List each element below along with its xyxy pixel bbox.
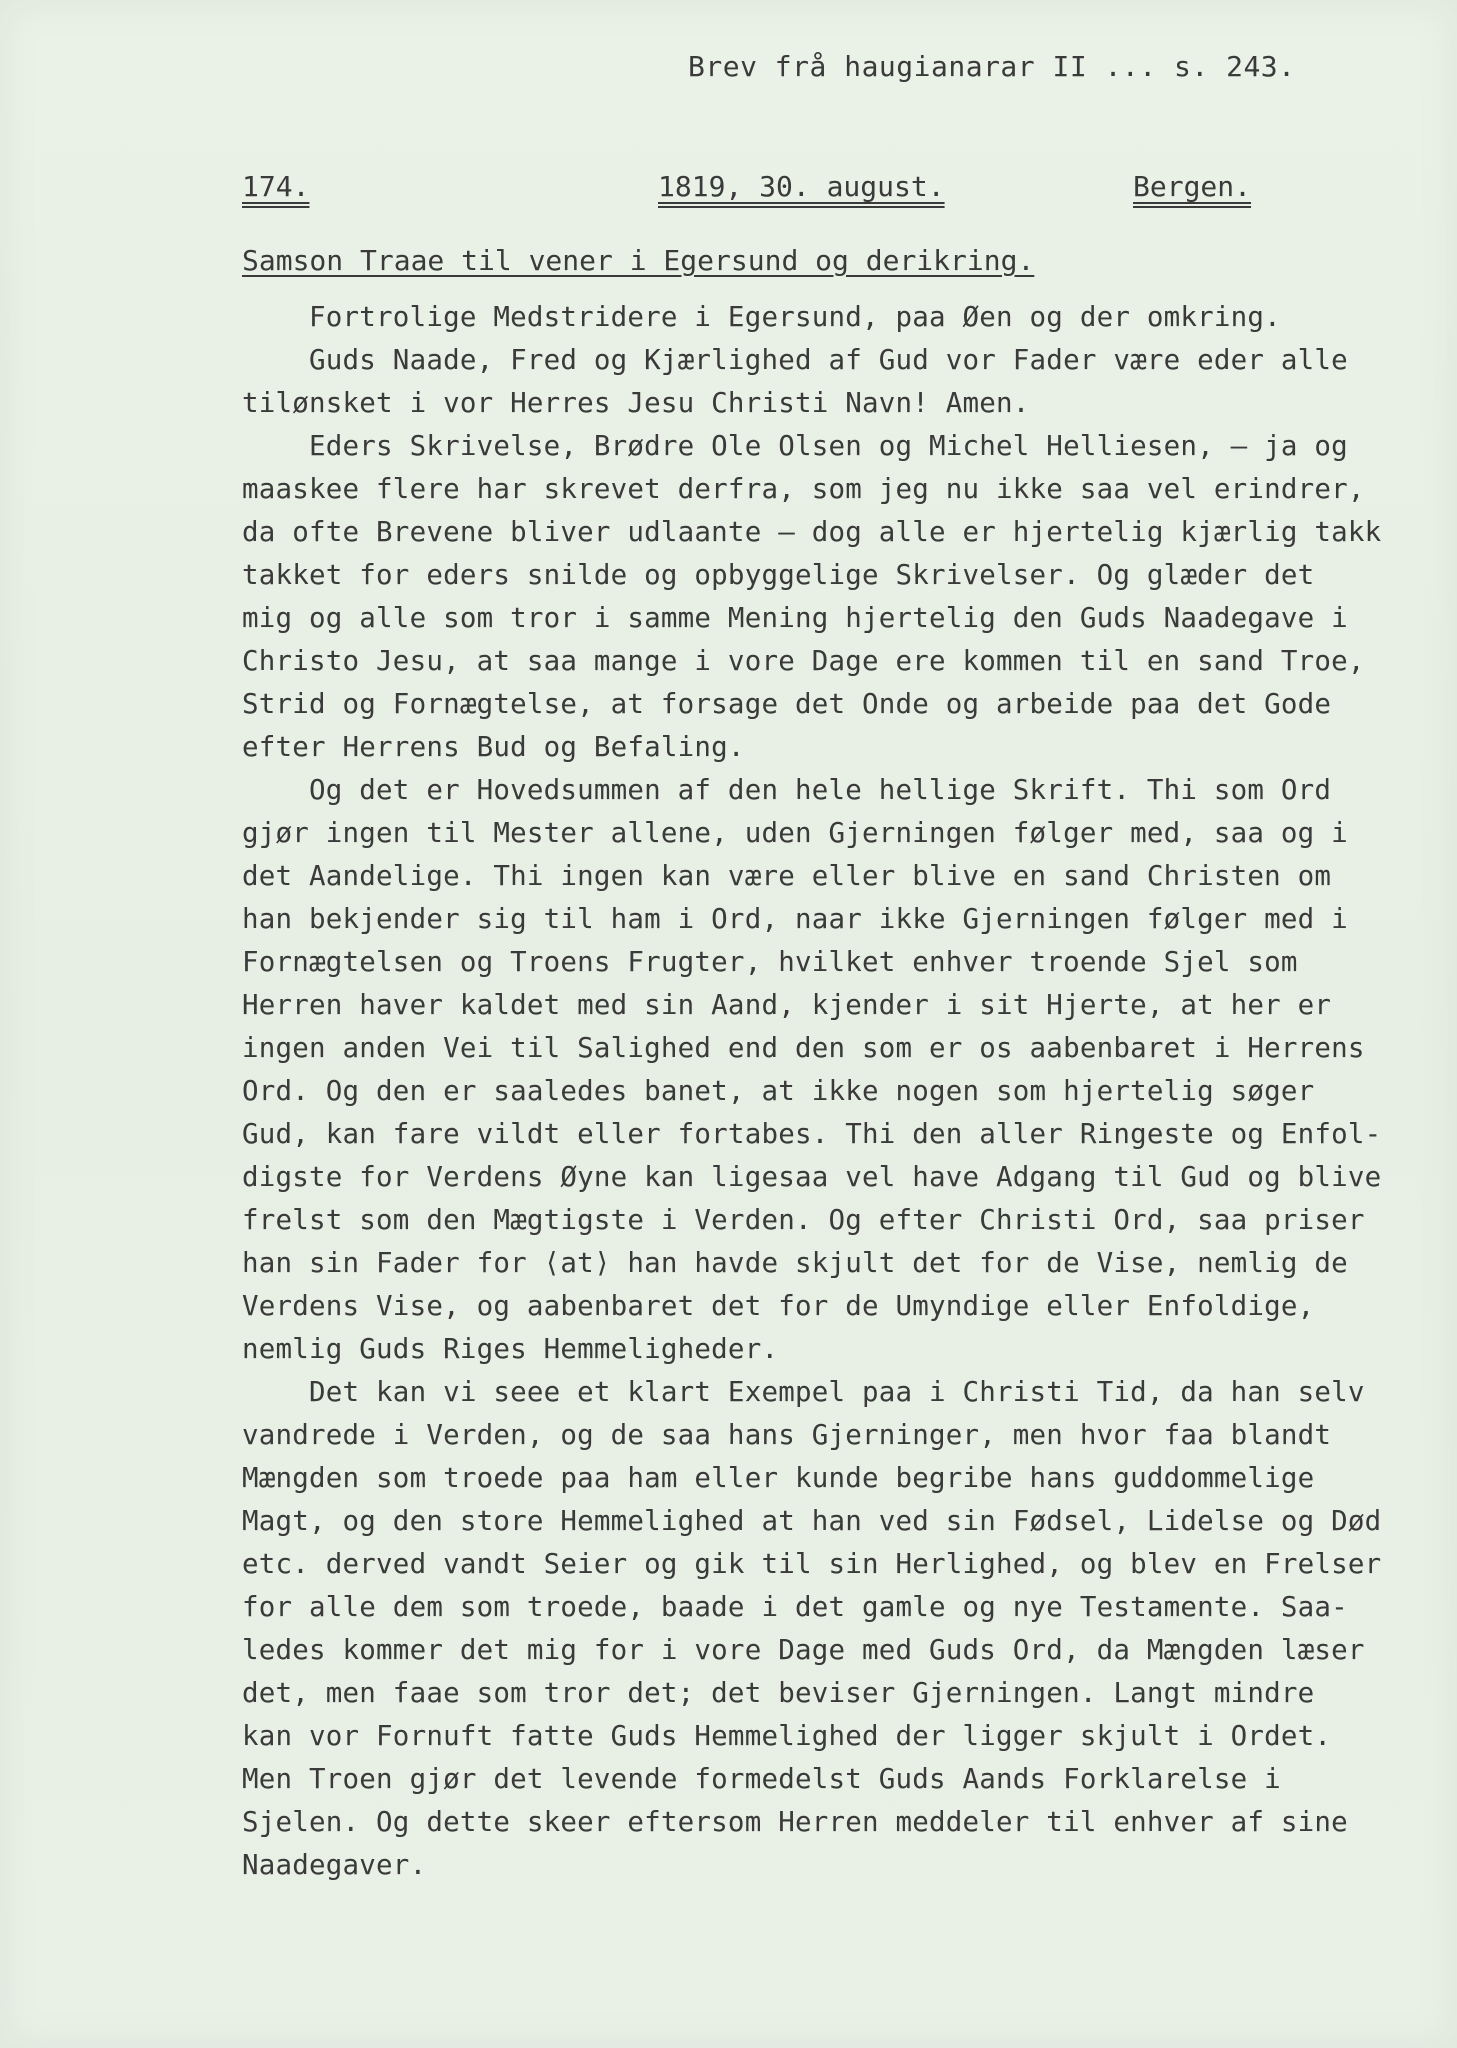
- body-line: det Aandelige. Thi ingen kan være eller blive en sand Christen om: [242, 860, 1332, 892]
- body-line: Eders Skrivelse, Brødre Ole Olsen og Michel Helliesen, — ja og: [242, 430, 1348, 462]
- body-line: mig og alle som tror i samme Mening hjertelig den Guds Naadegave i: [242, 602, 1348, 634]
- body-line: Verdens Vise, og aabenbaret det for de Umyndige eller Enfoldige,: [242, 1290, 1315, 1322]
- body-line: takket for eders snilde og opbyggelige Skrivelser. Og glæder det: [242, 559, 1315, 591]
- body-line: Fornægtelsen og Troens Frugter, hvilket enhver troende Sjel som: [242, 946, 1298, 978]
- body-line: etc. derved vandt Seier og gik til sin Herlighed, og blev en Frelser: [242, 1548, 1382, 1580]
- body-line: Sjelen. Og dette skeer eftersom Herren meddeler til enhver af sine: [242, 1806, 1348, 1838]
- body-line: digste for Verdens Øyne kan ligesaa vel have Adgang til Gud og blive: [242, 1161, 1382, 1193]
- body-line: Magt, og den store Hemmelighed at han ved sin Fødsel, Lidelse og Død: [242, 1505, 1382, 1537]
- letter-subtitle: Samson Traae til vener i Egersund og derikring.: [242, 244, 1035, 277]
- body-line: kan vor Fornuft fatte Guds Hemmelighed der ligger skjult i Ordet.: [242, 1720, 1332, 1752]
- body-line: Naadegaver.: [242, 1849, 427, 1881]
- letter-place: Bergen.: [1133, 170, 1252, 203]
- body-line: Guds Naade, Fred og Kjærlighed af Gud vor Fader være eder alle: [242, 344, 1348, 376]
- body-line: ledes kommer det mig for i vore Dage med Guds Ord, da Mængden læser: [242, 1634, 1365, 1666]
- body-line: gjør ingen til Mester allene, uden Gjerningen følger med, saa og i: [242, 817, 1348, 849]
- letter-number: 174.: [242, 170, 310, 203]
- body-line: Strid og Fornægtelse, at forsage det Onde og arbeide paa det Gode: [242, 688, 1332, 720]
- body-line: han sin Fader for ⟨at⟩ han havde skjult det for de Vise, nemlig de: [242, 1247, 1348, 1279]
- body-line: ingen anden Vei til Salighed end den som er os aabenbaret i Herrens: [242, 1032, 1365, 1064]
- body-line: frelst som den Mægtigste i Verden. Og efter Christi Ord, saa priser: [242, 1204, 1365, 1236]
- source-reference: Brev frå haugianarar II ... s. 243.: [688, 50, 1296, 83]
- body-line: han bekjender sig til ham i Ord, naar ikke Gjerningen følger med i: [242, 903, 1348, 935]
- body-line: Herren haver kaldet med sin Aand, kjender i sit Hjerte, at her er: [242, 989, 1332, 1021]
- body-line: Christo Jesu, at saa mange i vore Dage ere kommen til en sand Troe,: [242, 645, 1365, 677]
- body-line: da ofte Brevene bliver udlaante — dog alle er hjertelig kjærlig takk: [242, 516, 1382, 548]
- body-line: Men Troen gjør det levende formedelst Guds Aands Forklarelse i: [242, 1763, 1281, 1795]
- body-line: maaskee flere har skrevet derfra, som jeg nu ikke saa vel erindrer,: [242, 473, 1365, 505]
- body-line: Ord. Og den er saaledes banet, at ikke nogen som hjertelig søger: [242, 1075, 1315, 1107]
- body-line: nemlig Guds Riges Hemmeligheder.: [242, 1333, 779, 1365]
- body-line: Og det er Hovedsummen af den hele hellige Skrift. Thi som Ord: [242, 774, 1332, 806]
- body-line: Gud, kan fare vildt eller fortabes. Thi den aller Ringeste og Enfol-: [242, 1118, 1382, 1150]
- letter-heading: [0, 170, 1457, 220]
- letter-date: 1819, 30. august.: [658, 170, 945, 203]
- body-line: tilønsket i vor Herres Jesu Christi Navn! Amen.: [242, 387, 1030, 419]
- letter-body: [242, 296, 1412, 1887]
- body-line: Det kan vi seee et klart Exempel paa i Christi Tid, da han selv: [242, 1376, 1365, 1408]
- body-line: Fortrolige Medstridere i Egersund, paa Øen og der omkring.: [242, 301, 1281, 333]
- body-line: efter Herrens Bud og Befaling.: [242, 731, 745, 763]
- body-line: vandrede i Verden, og de saa hans Gjerninger, men hvor faa blandt: [242, 1419, 1332, 1451]
- body-line: det, men faae som tror det; det beviser Gjerningen. Langt mindre: [242, 1677, 1315, 1709]
- body-line: Mængden som troede paa ham eller kunde begribe hans guddommelige: [242, 1462, 1315, 1494]
- body-line: for alle dem som troede, baade i det gamle og nye Testamente. Saa-: [242, 1591, 1348, 1623]
